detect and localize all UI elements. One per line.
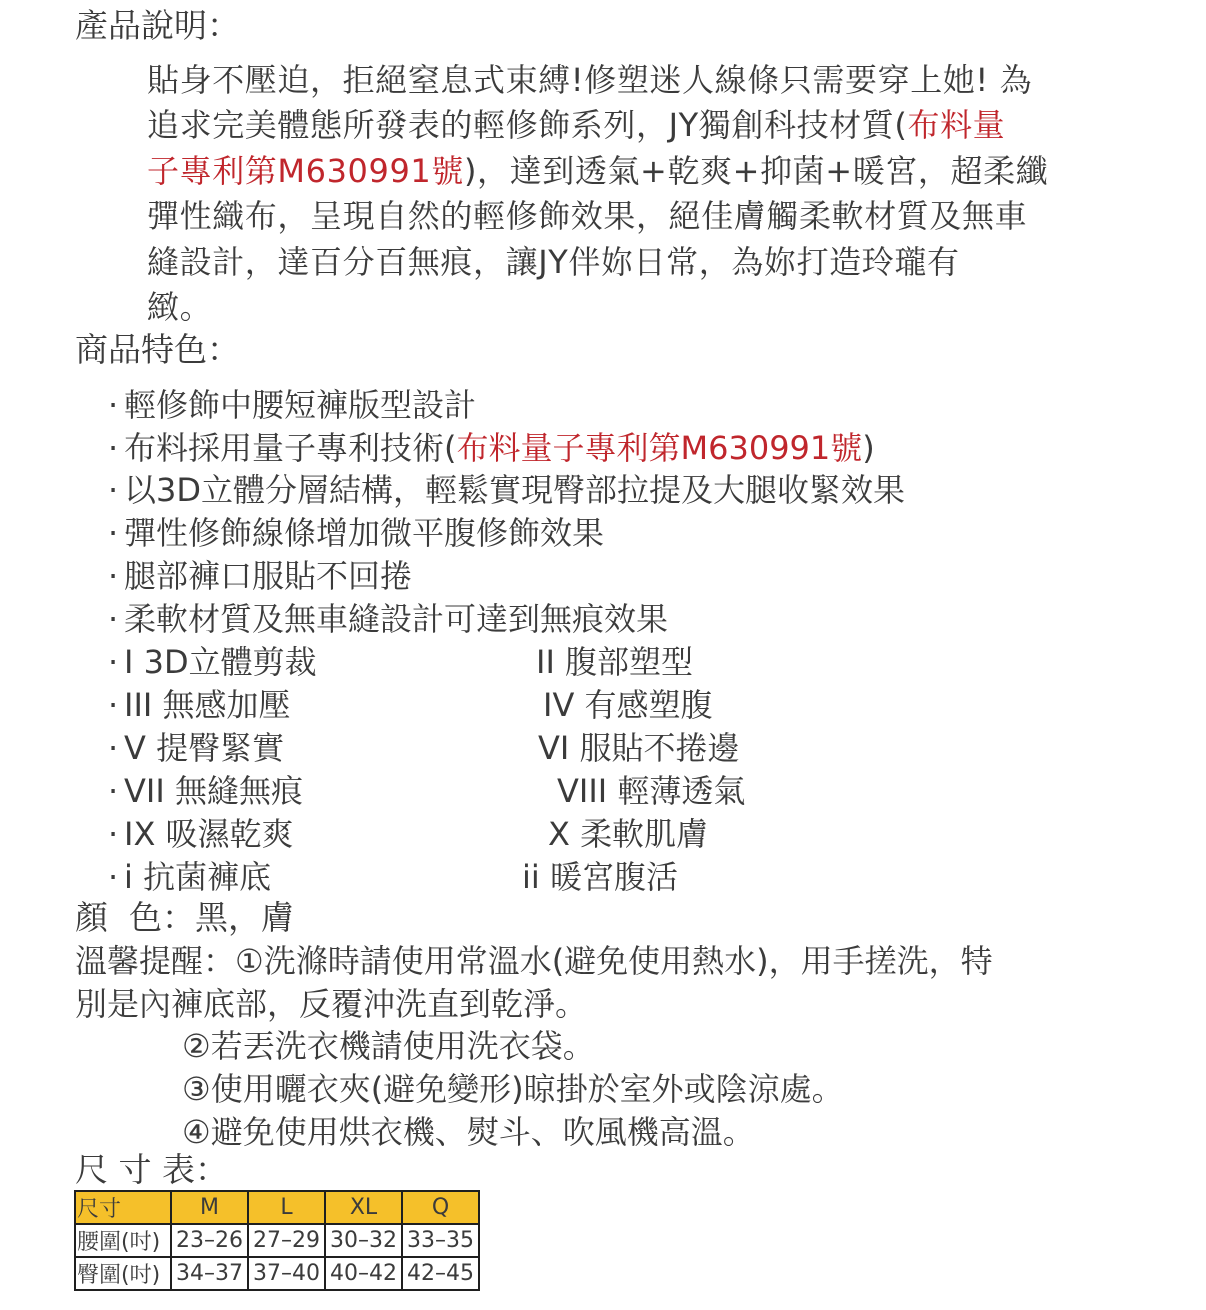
features-heading: 商品特色： xyxy=(75,330,240,369)
table-header-cell: Q xyxy=(402,1191,479,1224)
table-cell: 42–45 xyxy=(402,1257,479,1290)
table-cell: 40–42 xyxy=(325,1257,402,1290)
table-row xyxy=(75,1257,479,1290)
size-chart-heading: 尺 寸 表： xyxy=(75,1150,228,1189)
feature-item: · 以3D立體分層結構，輕鬆實現臀部拉提及大腿收緊效果 xyxy=(108,471,906,509)
table-header-cell: XL xyxy=(325,1191,402,1224)
care-line: 別是內褲底部，反覆沖洗直到乾淨。 xyxy=(75,985,588,1023)
description-line: 彈性織布，呈現自然的輕修飾效果，絕佳膚觸柔軟材質及無車 xyxy=(147,197,1028,236)
patent-highlight: 子專利第M630991號 xyxy=(147,151,464,190)
table-cell: 33–35 xyxy=(402,1224,479,1257)
feature-item: · 輕修飾中腰短褲版型設計 xyxy=(108,386,477,424)
product-description-heading: 產品說明： xyxy=(75,6,240,45)
feature-item: · 腿部褲口服貼不回捲 xyxy=(108,557,413,595)
product-description-text xyxy=(147,58,1137,330)
table-cell: 34–37 xyxy=(171,1257,248,1290)
table-cell: 27–29 xyxy=(248,1224,325,1257)
table-row-header: 臀圍(吋) xyxy=(75,1257,171,1290)
size-chart-table xyxy=(74,1190,480,1291)
table-cell: 30–32 xyxy=(325,1224,402,1257)
size-chart-header-row xyxy=(75,1191,479,1224)
feature-pair-right: X 柔軟肌膚 xyxy=(548,815,709,853)
feature-item: · 柔軟材質及無車縫設計可達到無痕效果 xyxy=(108,600,669,638)
feature-pair-right: VIII 輕薄透氣 xyxy=(557,772,746,810)
feature-pair-left: · i 抗菌褲底 xyxy=(108,858,272,896)
feature-item: · 布料採用量子專利技術(布料量子專利第M630991號) xyxy=(108,429,875,467)
feature-pair-left: · III 無感加壓 xyxy=(108,686,291,724)
feature-pair-right: ii 暖宮腹活 xyxy=(522,858,678,896)
feature-pair-left: · VII 無縫無痕 xyxy=(108,772,303,810)
feature-item: · 彈性修飾線條增加微平腹修飾效果 xyxy=(108,514,605,552)
description-line: 縫設計，達百分百無痕，讓JY伴妳日常，為妳打造玲瓏有 xyxy=(147,242,960,281)
description-line: 追求完美體態所發表的輕修飾系列，JY獨創科技材質(布料量 xyxy=(147,106,1006,145)
feature-pair-right: IV 有感塑腹 xyxy=(543,686,713,724)
description-line: 緻。 xyxy=(147,288,213,327)
feature-pair-left: · V 提臀緊實 xyxy=(108,729,285,767)
patent-highlight: 布料量子專利第M630991號 xyxy=(456,429,863,467)
description-line: 貼身不壓迫，拒絕窒息式束縛!修塑迷人線條只需要穿上她! 為 xyxy=(147,61,1033,99)
table-header-cell: M xyxy=(171,1191,248,1224)
feature-pair-left: · I 3D立體剪裁 xyxy=(108,643,317,681)
table-header-cell: L xyxy=(248,1191,325,1224)
table-header-cell: 尺寸 xyxy=(75,1191,171,1224)
color-line: 顏 色：黑，膚 xyxy=(75,898,294,937)
table-row-header: 腰圍(吋) xyxy=(75,1224,171,1257)
patent-highlight: 布料量 xyxy=(907,106,1006,145)
care-line: 溫馨提醒：①洗滌時請使用常溫水(避免使用熱水)，用手搓洗，特 xyxy=(75,942,993,980)
table-cell: 37–40 xyxy=(248,1257,325,1290)
care-line: ②若丟洗衣機請使用洗衣袋。 xyxy=(182,1027,595,1065)
description-line: 子專利第M630991號)，達到透氣+乾爽+抑菌+暖宮，超柔纖 xyxy=(147,151,1049,190)
care-line: ③使用曬衣夾(避免變形)晾掛於室外或陰涼處。 xyxy=(182,1070,844,1108)
feature-pair-right: II 腹部塑型 xyxy=(536,643,694,681)
care-line: ④避免使用烘衣機、熨斗、吹風機高溫。 xyxy=(182,1113,755,1151)
feature-pair-right: VI 服貼不捲邊 xyxy=(538,729,740,767)
table-row xyxy=(75,1224,479,1257)
table-cell: 23–26 xyxy=(171,1224,248,1257)
feature-pair-left: · IX 吸濕乾爽 xyxy=(108,815,294,853)
